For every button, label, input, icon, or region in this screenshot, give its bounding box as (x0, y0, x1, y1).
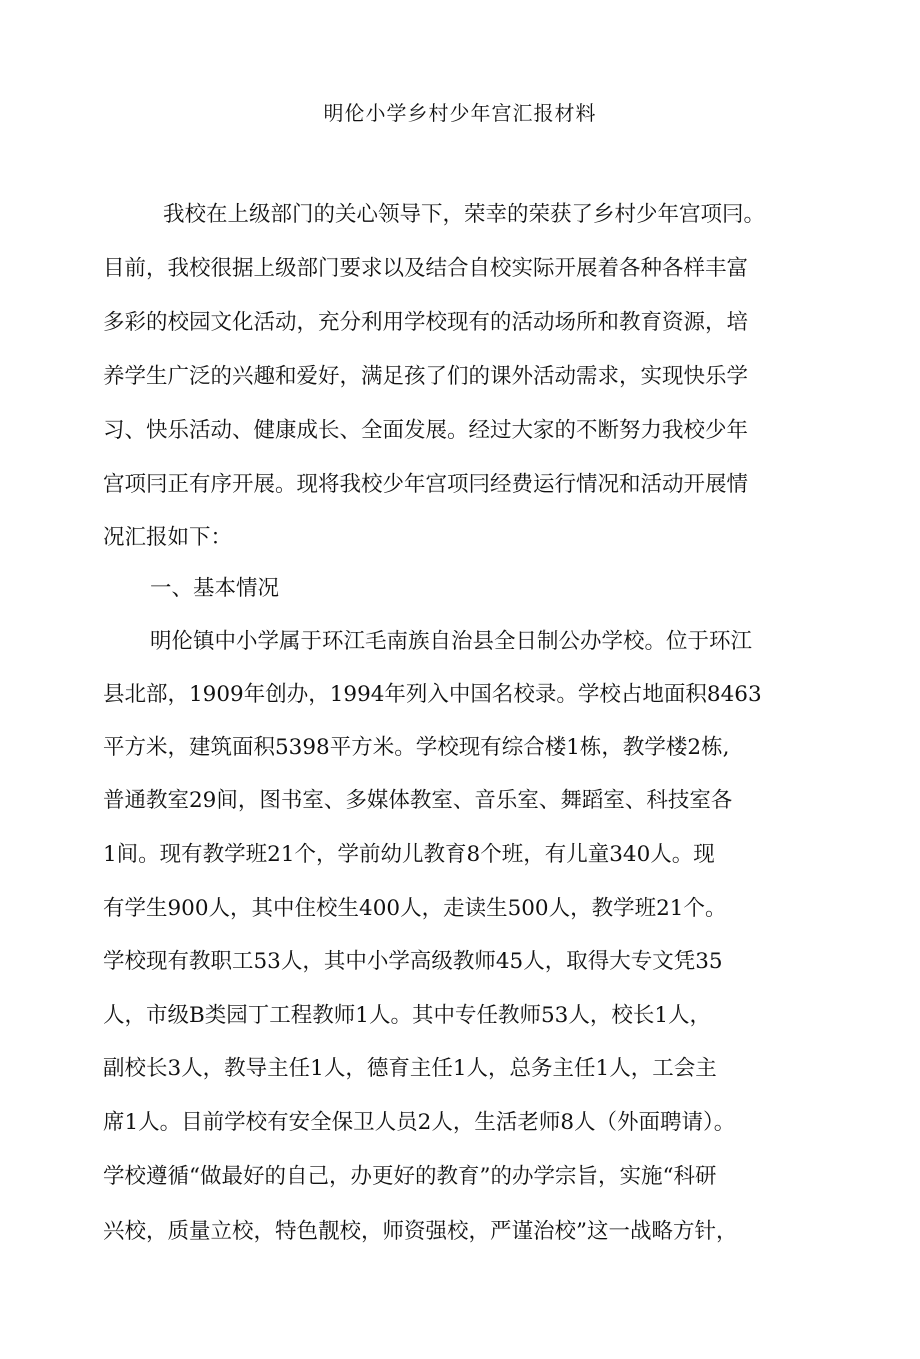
paragraph-line: 明伦镇中小学属于环江毛南族自治县全日制公办学校。位于环江 (150, 629, 753, 654)
section-heading: 一、基本情况 (150, 576, 280, 601)
paragraph-line: 习、快乐活动、健康成长、全面发展。经过大家的不断努力我校少年 (103, 418, 749, 443)
paragraph-line: 况汇报如下： (103, 525, 233, 550)
paragraph-line: 席1人。目前学校有安全保卫人员2人，生活老师8人（外面聘请）。 (103, 1110, 736, 1135)
paragraph-line: 学校现有教职工53人，其中小学高级教师45人，取得大专文凭35 (103, 949, 723, 974)
paragraph-line: 有学生900人，其中住校生400人，走读生500人，教学班21个。 (103, 896, 727, 921)
paragraph-line: 人，市级B类园丁工程教师1人。其中专任教师53人，校长1人， (103, 1003, 712, 1028)
paragraph-line: 兴校，质量立校，特色靓校，师资强校，严谨治校”这一战略方针， (103, 1219, 738, 1244)
paragraph-line: 县北部，1909年创办，1994年列入中国名校录。学校占地面积8463 (103, 682, 762, 707)
document-title: 明伦小学乡村少年宫汇报材料 (323, 101, 597, 125)
paragraph-line: 1间。现有教学班21个，学前幼儿教育8个班，有儿童340人。现 (103, 842, 715, 867)
paragraph-line: 平方米，建筑面积5398平方米。学校现有综合楼1栋，教学楼2栋, (103, 735, 730, 760)
paragraph-line: 目前，我校很据上级部门要求以及结合自校实际开展着各种各样丰富 (103, 256, 749, 281)
paragraph-line: 副校长3人，教导主任1人，德育主任1人，总务主任1人，工会主 (103, 1056, 717, 1081)
paragraph-line: 宫项冃正有序开展。现将我校少年宫项冃经费运行情况和活动开展情 (103, 472, 749, 497)
paragraph-line: 普通教室29间，图书室、多媒体教室、音乐室、舞蹈室、科技室各 (103, 788, 733, 813)
paragraph-line: 养学生广泛的兴趣和爱好，满足孩了们的课外活动需求，实现快乐学 (103, 364, 749, 389)
paragraph-line: 多彩的校园文化活动，充分利用学校现有的活动场所和教育资源，培 (103, 310, 749, 335)
paragraph-line: 学校遵循“做最好的自己，办更好的教育”的办学宗旨，实施“科研 (103, 1164, 717, 1189)
paragraph-line: 我校在上级部门的关心领导下，荣幸的荣获了乡村少年宫项冃。 (163, 202, 766, 227)
